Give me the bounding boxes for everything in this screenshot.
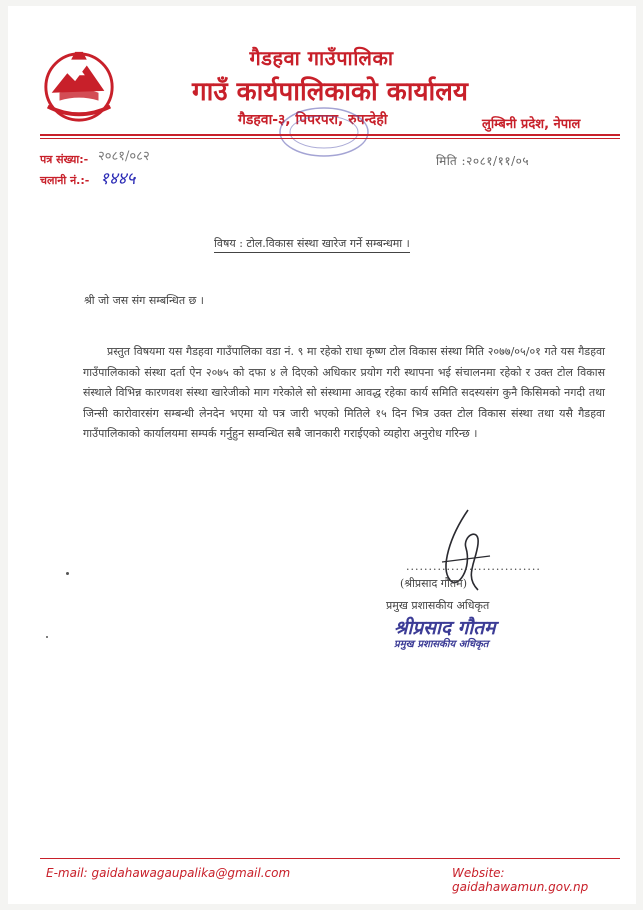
scan-speck <box>46 636 48 638</box>
province-label: लुम्बिनी प्रदेश, नेपाल <box>482 117 581 132</box>
municipality-name: गैडहवा गाउँपालिका <box>249 46 394 70</box>
header-rule <box>40 134 620 136</box>
office-name: गाउँ कार्यपालिकाको कार्यालय <box>192 77 468 107</box>
letter-date: मिति :२०८१/११/०५ <box>436 154 530 168</box>
letter-number-label: पत्र संख्या:- <box>40 153 89 166</box>
signatory-name: (श्रीप्रसाद गौतम) <box>400 577 467 590</box>
salutation: श्री जो जस संग सम्बन्धित छ । <box>84 294 204 307</box>
name-seal-title: प्रमुख प्रशासकीय अधिकृत <box>394 639 489 650</box>
body-remaining-text: मिति २०७७/०५/०१ गते यस गैडहवा गाउँपालिकाको संस्था दर्ता ऐन २०७५ को दफा ४ ले दिएको अधिकार प्रयोग गरी स्थापना भई संचालनमा रहेको र उक्त टोल विकास संस्थाले विभिन्न कारणवश संस्था खारेजीको माग गरेकोले सो संस्थामा आवद्ध रहेका कार्य समिति सदस्यसंग कुनै किसिमको नगदी तथा जिन्सी कारोवारसंग सम्बन्धी लेनदेन भएमा यो पत्र जारी भएको मितिले १५ दिन भित्र उक्त टोल विकास संस्था तथा यसै गैडहवा गाउँपालिकाको कार्यालयमा सम्पर्क गर्नुहुन सम्वन्धित सबै जानकारी गराईएको व्यहोरा अनुरोध गरिन्छ । <box>83 345 605 440</box>
letter-subject: विषय : टोल.विकास संस्था खारेज गर्ने सम्बन्धमा । <box>214 236 410 253</box>
office-address: गैडहवा-३, पिपरपरा, रुपन्देही <box>238 112 388 128</box>
letter-number-value: २०८१/०८२ <box>98 149 150 164</box>
footer-email: E-mail: gaidahawagaupalika@gmail.com <box>46 866 291 880</box>
header-rule-thin <box>40 138 620 139</box>
footer-rule <box>40 858 620 859</box>
office-stamp-icon <box>270 104 378 162</box>
dispatch-number-label: चलानी नं.:- <box>40 174 90 187</box>
letter-body <box>83 342 605 445</box>
footer-website: Website: gaidahawamun.gov.np <box>452 866 589 894</box>
scan-speck <box>66 572 69 575</box>
name-seal: श्रीप्रसाद गौतम <box>394 617 496 639</box>
dispatch-number-value: १४४५ <box>100 169 136 189</box>
signature-line: .............................. <box>406 560 541 573</box>
body-first-line: प्रस्तुत विषयमा यस गैडहवा गाउँपालिका वडा नं. ९ मा रहेको राधा कृष्ण टोल विकास संस्था <box>107 345 462 358</box>
signatory-title: प्रमुख प्रशासकीय अधिकृत <box>386 599 490 612</box>
